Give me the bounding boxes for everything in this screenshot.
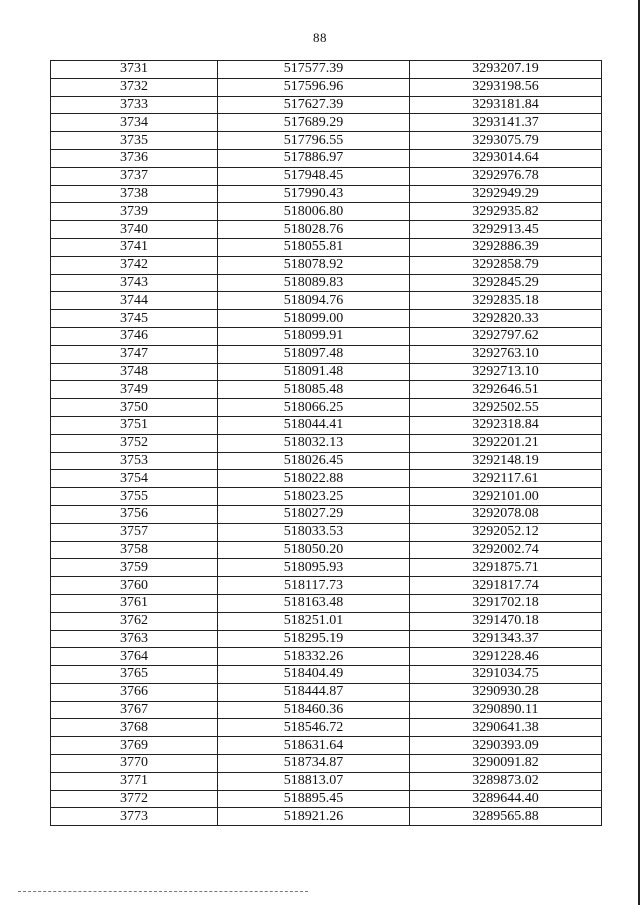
- x-coordinate-cell: 518033.53: [218, 523, 410, 541]
- y-coordinate-cell: 3292201.21: [410, 434, 602, 452]
- y-coordinate-cell: 3292935.82: [410, 203, 602, 221]
- table-row: [51, 666, 602, 684]
- y-coordinate-cell: 3292886.39: [410, 238, 602, 256]
- point-number-cell: 3773: [51, 808, 218, 826]
- table-row: [51, 772, 602, 790]
- table-row: [51, 737, 602, 755]
- x-coordinate-cell: 517689.29: [218, 114, 410, 132]
- table-row: [51, 185, 602, 203]
- x-coordinate-cell: 518921.26: [218, 808, 410, 826]
- table-row: [51, 149, 602, 167]
- table-row: [51, 292, 602, 310]
- point-number-cell: 3737: [51, 167, 218, 185]
- y-coordinate-cell: 3292949.29: [410, 185, 602, 203]
- x-coordinate-cell: 518404.49: [218, 666, 410, 684]
- point-number-cell: 3741: [51, 238, 218, 256]
- y-coordinate-cell: 3290641.38: [410, 719, 602, 737]
- y-coordinate-cell: 3290890.11: [410, 701, 602, 719]
- x-coordinate-cell: 517796.55: [218, 132, 410, 150]
- y-coordinate-cell: 3290930.28: [410, 683, 602, 701]
- table-row: [51, 61, 602, 79]
- x-coordinate-cell: 518895.45: [218, 790, 410, 808]
- point-number-cell: 3772: [51, 790, 218, 808]
- point-number-cell: 3766: [51, 683, 218, 701]
- y-coordinate-cell: 3292763.10: [410, 345, 602, 363]
- x-coordinate-cell: 518099.91: [218, 327, 410, 345]
- x-coordinate-cell: 517948.45: [218, 167, 410, 185]
- y-coordinate-cell: 3293198.56: [410, 78, 602, 96]
- x-coordinate-cell: 518095.93: [218, 559, 410, 577]
- y-coordinate-cell: 3292002.74: [410, 541, 602, 559]
- x-coordinate-cell: 518050.20: [218, 541, 410, 559]
- point-number-cell: 3767: [51, 701, 218, 719]
- point-number-cell: 3742: [51, 256, 218, 274]
- point-number-cell: 3747: [51, 345, 218, 363]
- table-row: [51, 683, 602, 701]
- x-coordinate-cell: 517596.96: [218, 78, 410, 96]
- x-coordinate-cell: 517577.39: [218, 61, 410, 79]
- y-coordinate-cell: 3292646.51: [410, 381, 602, 399]
- table-row: [51, 541, 602, 559]
- table-row: [51, 594, 602, 612]
- x-coordinate-cell: 518251.01: [218, 612, 410, 630]
- x-coordinate-cell: 518032.13: [218, 434, 410, 452]
- point-number-cell: 3732: [51, 78, 218, 96]
- x-coordinate-cell: 518734.87: [218, 755, 410, 773]
- point-number-cell: 3763: [51, 630, 218, 648]
- x-coordinate-cell: 518026.45: [218, 452, 410, 470]
- y-coordinate-cell: 3292052.12: [410, 523, 602, 541]
- table-row: [51, 523, 602, 541]
- table-row: [51, 505, 602, 523]
- x-coordinate-cell: 518066.25: [218, 399, 410, 417]
- y-coordinate-cell: 3289644.40: [410, 790, 602, 808]
- y-coordinate-cell: 3292820.33: [410, 310, 602, 328]
- table-row: [51, 114, 602, 132]
- y-coordinate-cell: 3292502.55: [410, 399, 602, 417]
- table-row: [51, 755, 602, 773]
- table-row: [51, 399, 602, 417]
- x-coordinate-cell: 518444.87: [218, 683, 410, 701]
- page-number: 88: [313, 30, 327, 45]
- point-number-cell: 3769: [51, 737, 218, 755]
- table-row: [51, 612, 602, 630]
- y-coordinate-cell: 3291228.46: [410, 648, 602, 666]
- x-coordinate-cell: 518546.72: [218, 719, 410, 737]
- point-number-cell: 3751: [51, 416, 218, 434]
- coordinates-table: [50, 60, 602, 826]
- table-row: [51, 701, 602, 719]
- table-row: [51, 648, 602, 666]
- x-coordinate-cell: 518006.80: [218, 203, 410, 221]
- coordinates-table-body: [51, 61, 602, 826]
- table-row: [51, 452, 602, 470]
- x-coordinate-cell: 518094.76: [218, 292, 410, 310]
- y-coordinate-cell: 3291343.37: [410, 630, 602, 648]
- point-number-cell: 3743: [51, 274, 218, 292]
- table-row: [51, 470, 602, 488]
- y-coordinate-cell: 3293207.19: [410, 61, 602, 79]
- y-coordinate-cell: 3293141.37: [410, 114, 602, 132]
- point-number-cell: 3764: [51, 648, 218, 666]
- point-number-cell: 3744: [51, 292, 218, 310]
- table-row: [51, 808, 602, 826]
- point-number-cell: 3750: [51, 399, 218, 417]
- point-number-cell: 3765: [51, 666, 218, 684]
- y-coordinate-cell: 3290091.82: [410, 755, 602, 773]
- table-row: [51, 434, 602, 452]
- point-number-cell: 3768: [51, 719, 218, 737]
- y-coordinate-cell: 3293075.79: [410, 132, 602, 150]
- table-row: [51, 363, 602, 381]
- table-row: [51, 559, 602, 577]
- x-coordinate-cell: 517990.43: [218, 185, 410, 203]
- table-row: [51, 577, 602, 595]
- point-number-cell: 3771: [51, 772, 218, 790]
- table-row: [51, 274, 602, 292]
- table-row: [51, 345, 602, 363]
- x-coordinate-cell: 518099.00: [218, 310, 410, 328]
- y-coordinate-cell: 3292318.84: [410, 416, 602, 434]
- y-coordinate-cell: 3293181.84: [410, 96, 602, 114]
- x-coordinate-cell: 518027.29: [218, 505, 410, 523]
- y-coordinate-cell: 3292976.78: [410, 167, 602, 185]
- point-number-cell: 3735: [51, 132, 218, 150]
- y-coordinate-cell: 3291875.71: [410, 559, 602, 577]
- y-coordinate-cell: 3291702.18: [410, 594, 602, 612]
- y-coordinate-cell: 3292078.08: [410, 505, 602, 523]
- x-coordinate-cell: 518044.41: [218, 416, 410, 434]
- table-row: [51, 630, 602, 648]
- y-coordinate-cell: 3292797.62: [410, 327, 602, 345]
- x-coordinate-cell: 518089.83: [218, 274, 410, 292]
- y-coordinate-cell: 3292117.61: [410, 470, 602, 488]
- table-row: [51, 96, 602, 114]
- x-coordinate-cell: 518460.36: [218, 701, 410, 719]
- x-coordinate-cell: 517627.39: [218, 96, 410, 114]
- point-number-cell: 3752: [51, 434, 218, 452]
- point-number-cell: 3753: [51, 452, 218, 470]
- point-number-cell: 3761: [51, 594, 218, 612]
- point-number-cell: 3745: [51, 310, 218, 328]
- point-number-cell: 3738: [51, 185, 218, 203]
- point-number-cell: 3739: [51, 203, 218, 221]
- y-coordinate-cell: 3292148.19: [410, 452, 602, 470]
- x-coordinate-cell: 518078.92: [218, 256, 410, 274]
- table-row: [51, 488, 602, 506]
- table-row: [51, 78, 602, 96]
- x-coordinate-cell: 517886.97: [218, 149, 410, 167]
- x-coordinate-cell: 518097.48: [218, 345, 410, 363]
- x-coordinate-cell: 518091.48: [218, 363, 410, 381]
- y-coordinate-cell: 3292858.79: [410, 256, 602, 274]
- x-coordinate-cell: 518117.73: [218, 577, 410, 595]
- table-row: [51, 132, 602, 150]
- y-coordinate-cell: 3292845.29: [410, 274, 602, 292]
- table-row: [51, 327, 602, 345]
- point-number-cell: 3755: [51, 488, 218, 506]
- point-number-cell: 3736: [51, 149, 218, 167]
- point-number-cell: 3759: [51, 559, 218, 577]
- x-coordinate-cell: 518163.48: [218, 594, 410, 612]
- x-coordinate-cell: 518085.48: [218, 381, 410, 399]
- x-coordinate-cell: 518813.07: [218, 772, 410, 790]
- point-number-cell: 3740: [51, 221, 218, 239]
- x-coordinate-cell: 518332.26: [218, 648, 410, 666]
- x-coordinate-cell: 518631.64: [218, 737, 410, 755]
- y-coordinate-cell: 3291817.74: [410, 577, 602, 595]
- table-row: [51, 790, 602, 808]
- y-coordinate-cell: 3292713.10: [410, 363, 602, 381]
- x-coordinate-cell: 518295.19: [218, 630, 410, 648]
- table-row: [51, 256, 602, 274]
- x-coordinate-cell: 518022.88: [218, 470, 410, 488]
- point-number-cell: 3748: [51, 363, 218, 381]
- x-coordinate-cell: 518055.81: [218, 238, 410, 256]
- point-number-cell: 3756: [51, 505, 218, 523]
- table-row: [51, 203, 602, 221]
- point-number-cell: 3760: [51, 577, 218, 595]
- table-row: [51, 719, 602, 737]
- y-coordinate-cell: 3292835.18: [410, 292, 602, 310]
- table-row: [51, 310, 602, 328]
- y-coordinate-cell: 3289565.88: [410, 808, 602, 826]
- point-number-cell: 3749: [51, 381, 218, 399]
- table-row: [51, 221, 602, 239]
- table-row: [51, 167, 602, 185]
- footer-rule: [18, 891, 308, 892]
- table-row: [51, 381, 602, 399]
- table-row: [51, 416, 602, 434]
- point-number-cell: 3758: [51, 541, 218, 559]
- point-number-cell: 3757: [51, 523, 218, 541]
- x-coordinate-cell: 518023.25: [218, 488, 410, 506]
- y-coordinate-cell: 3293014.64: [410, 149, 602, 167]
- point-number-cell: 3731: [51, 61, 218, 79]
- y-coordinate-cell: 3290393.09: [410, 737, 602, 755]
- point-number-cell: 3746: [51, 327, 218, 345]
- y-coordinate-cell: 3292101.00: [410, 488, 602, 506]
- point-number-cell: 3733: [51, 96, 218, 114]
- point-number-cell: 3734: [51, 114, 218, 132]
- y-coordinate-cell: 3291470.18: [410, 612, 602, 630]
- point-number-cell: 3754: [51, 470, 218, 488]
- y-coordinate-cell: 3289873.02: [410, 772, 602, 790]
- y-coordinate-cell: 3292913.45: [410, 221, 602, 239]
- point-number-cell: 3770: [51, 755, 218, 773]
- x-coordinate-cell: 518028.76: [218, 221, 410, 239]
- y-coordinate-cell: 3291034.75: [410, 666, 602, 684]
- table-row: [51, 238, 602, 256]
- point-number-cell: 3762: [51, 612, 218, 630]
